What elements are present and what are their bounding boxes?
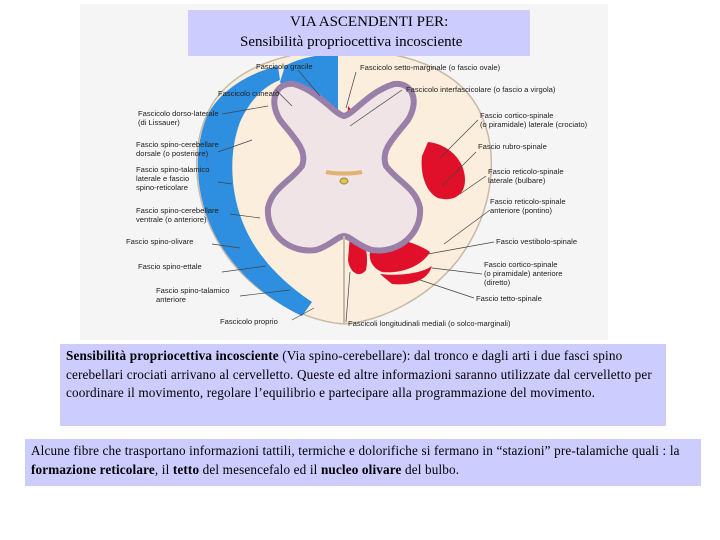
label-spino-talamico-anteriore-1: Fascio spino-talamico bbox=[156, 286, 230, 295]
label-dorso-laterale-1: Fascicolo dorso-laterale bbox=[138, 109, 219, 118]
label-spino-olivare: Fascio spino-olivare bbox=[126, 237, 194, 246]
label-reticolo-spinale-laterale-1: Fascio reticolo-spinale bbox=[488, 167, 564, 176]
label-spino-cerebellare-dorsale-2: dorsale (o posteriore) bbox=[136, 149, 209, 158]
label-reticolo-spinale-anteriore-1: Fascio reticolo-spinale bbox=[490, 197, 566, 206]
label-fascicolo-cuneato: Fascicolo cuneato bbox=[218, 89, 280, 98]
label-reticolo-spinale-laterale-2: laterale (bulbare) bbox=[488, 176, 546, 185]
explanation-text: (Via spino-cerebellare): dal tronco e dagli arti i due fasci spino cerebellari crociati arrivano al cervelletto. Queste ed altre informazioni saranno utilizzate dal cervelletto per coordinare il movimento, regolare l’equilibrio e partecipare alla programmazione del movimento. bbox=[66, 348, 652, 400]
label-setto-marginale: Fascicolo setto-marginale (o fascio ovale) bbox=[360, 63, 501, 72]
label-fascicolo-gracile: Fascicolo gracile bbox=[256, 62, 313, 71]
label-spino-talamico-laterale-1: Fascio spino-talamico bbox=[136, 165, 210, 174]
note-text-2: , il bbox=[154, 462, 173, 477]
title-line-2: Sensibilità propriocettiva incosciente bbox=[240, 34, 463, 50]
note-bold-formazione-reticolare: formazione reticolare bbox=[31, 462, 155, 477]
label-cortico-spinale-anteriore-1: Fascio cortico-spinale bbox=[484, 260, 558, 269]
label-dorso-laterale-2: (di Lissauer) bbox=[138, 118, 180, 127]
label-spino-talamico-laterale-3: spino-reticolare bbox=[136, 183, 188, 192]
note-bold-nucleo-olivare: nucleo olivare bbox=[320, 462, 402, 477]
explanation-box bbox=[60, 344, 666, 426]
note-bold-tetto: tetto bbox=[172, 462, 200, 477]
label-reticolo-spinale-anteriore-2: anteriore (pontino) bbox=[490, 206, 553, 215]
note-text-1: Alcune fibre che trasportano informazioni tattili, termiche e dolorifiche si fermano in “stazioni” pre-talamiche quali : la bbox=[31, 443, 680, 458]
label-spino-talamico-laterale-2: laterale e fascio bbox=[136, 174, 190, 183]
label-tetto-spinale: Fascio tetto-spinale bbox=[476, 294, 542, 303]
label-rubro-spinale: Fascio rubro-spinale bbox=[478, 142, 547, 151]
note-box bbox=[25, 439, 701, 486]
note-text-3: del mesencefalo ed il bbox=[199, 462, 321, 477]
label-cortico-spinale-laterale-1: Fascio cortico-spinale bbox=[480, 111, 554, 120]
label-spino-talamico-anteriore-2: anteriore bbox=[156, 295, 186, 304]
label-fascicolo-proprio: Fascicolo proprio bbox=[220, 317, 278, 326]
title-box bbox=[188, 10, 530, 56]
note-text-4: del bulbo. bbox=[401, 462, 460, 477]
label-vestibolo-spinale: Fascio vestibolo-spinale bbox=[496, 237, 578, 246]
label-spino-tettale: Fascio spino-ettale bbox=[138, 262, 202, 271]
label-cortico-spinale-anteriore-2: (o piramidale) anteriore bbox=[484, 269, 563, 278]
label-longitudinali-mediali: Fascicoli longitudinali mediali (o solco-marginali) bbox=[348, 319, 511, 328]
label-interfascicolare: Fascicolo interfascicolare (o fascio a virgola) bbox=[406, 85, 556, 94]
label-spino-cerebellare-dorsale-1: Fascio spino-cerebellare bbox=[136, 140, 219, 149]
label-spino-cerebellare-ventrale-1: Fascio spino-cerebellare bbox=[136, 206, 219, 215]
label-cortico-spinale-anteriore-3: (diretto) bbox=[484, 278, 511, 287]
explanation-bold-lead: Sensibilità propriocettiva incosciente bbox=[66, 348, 279, 363]
label-cortico-spinale-laterale-2: (o piramidale) laterale (crociato) bbox=[480, 120, 588, 129]
label-spino-cerebellare-ventrale-2: ventrale (o anteriore) bbox=[136, 215, 207, 224]
title-line-1: VIA ASCENDENTI PER: bbox=[290, 14, 449, 30]
